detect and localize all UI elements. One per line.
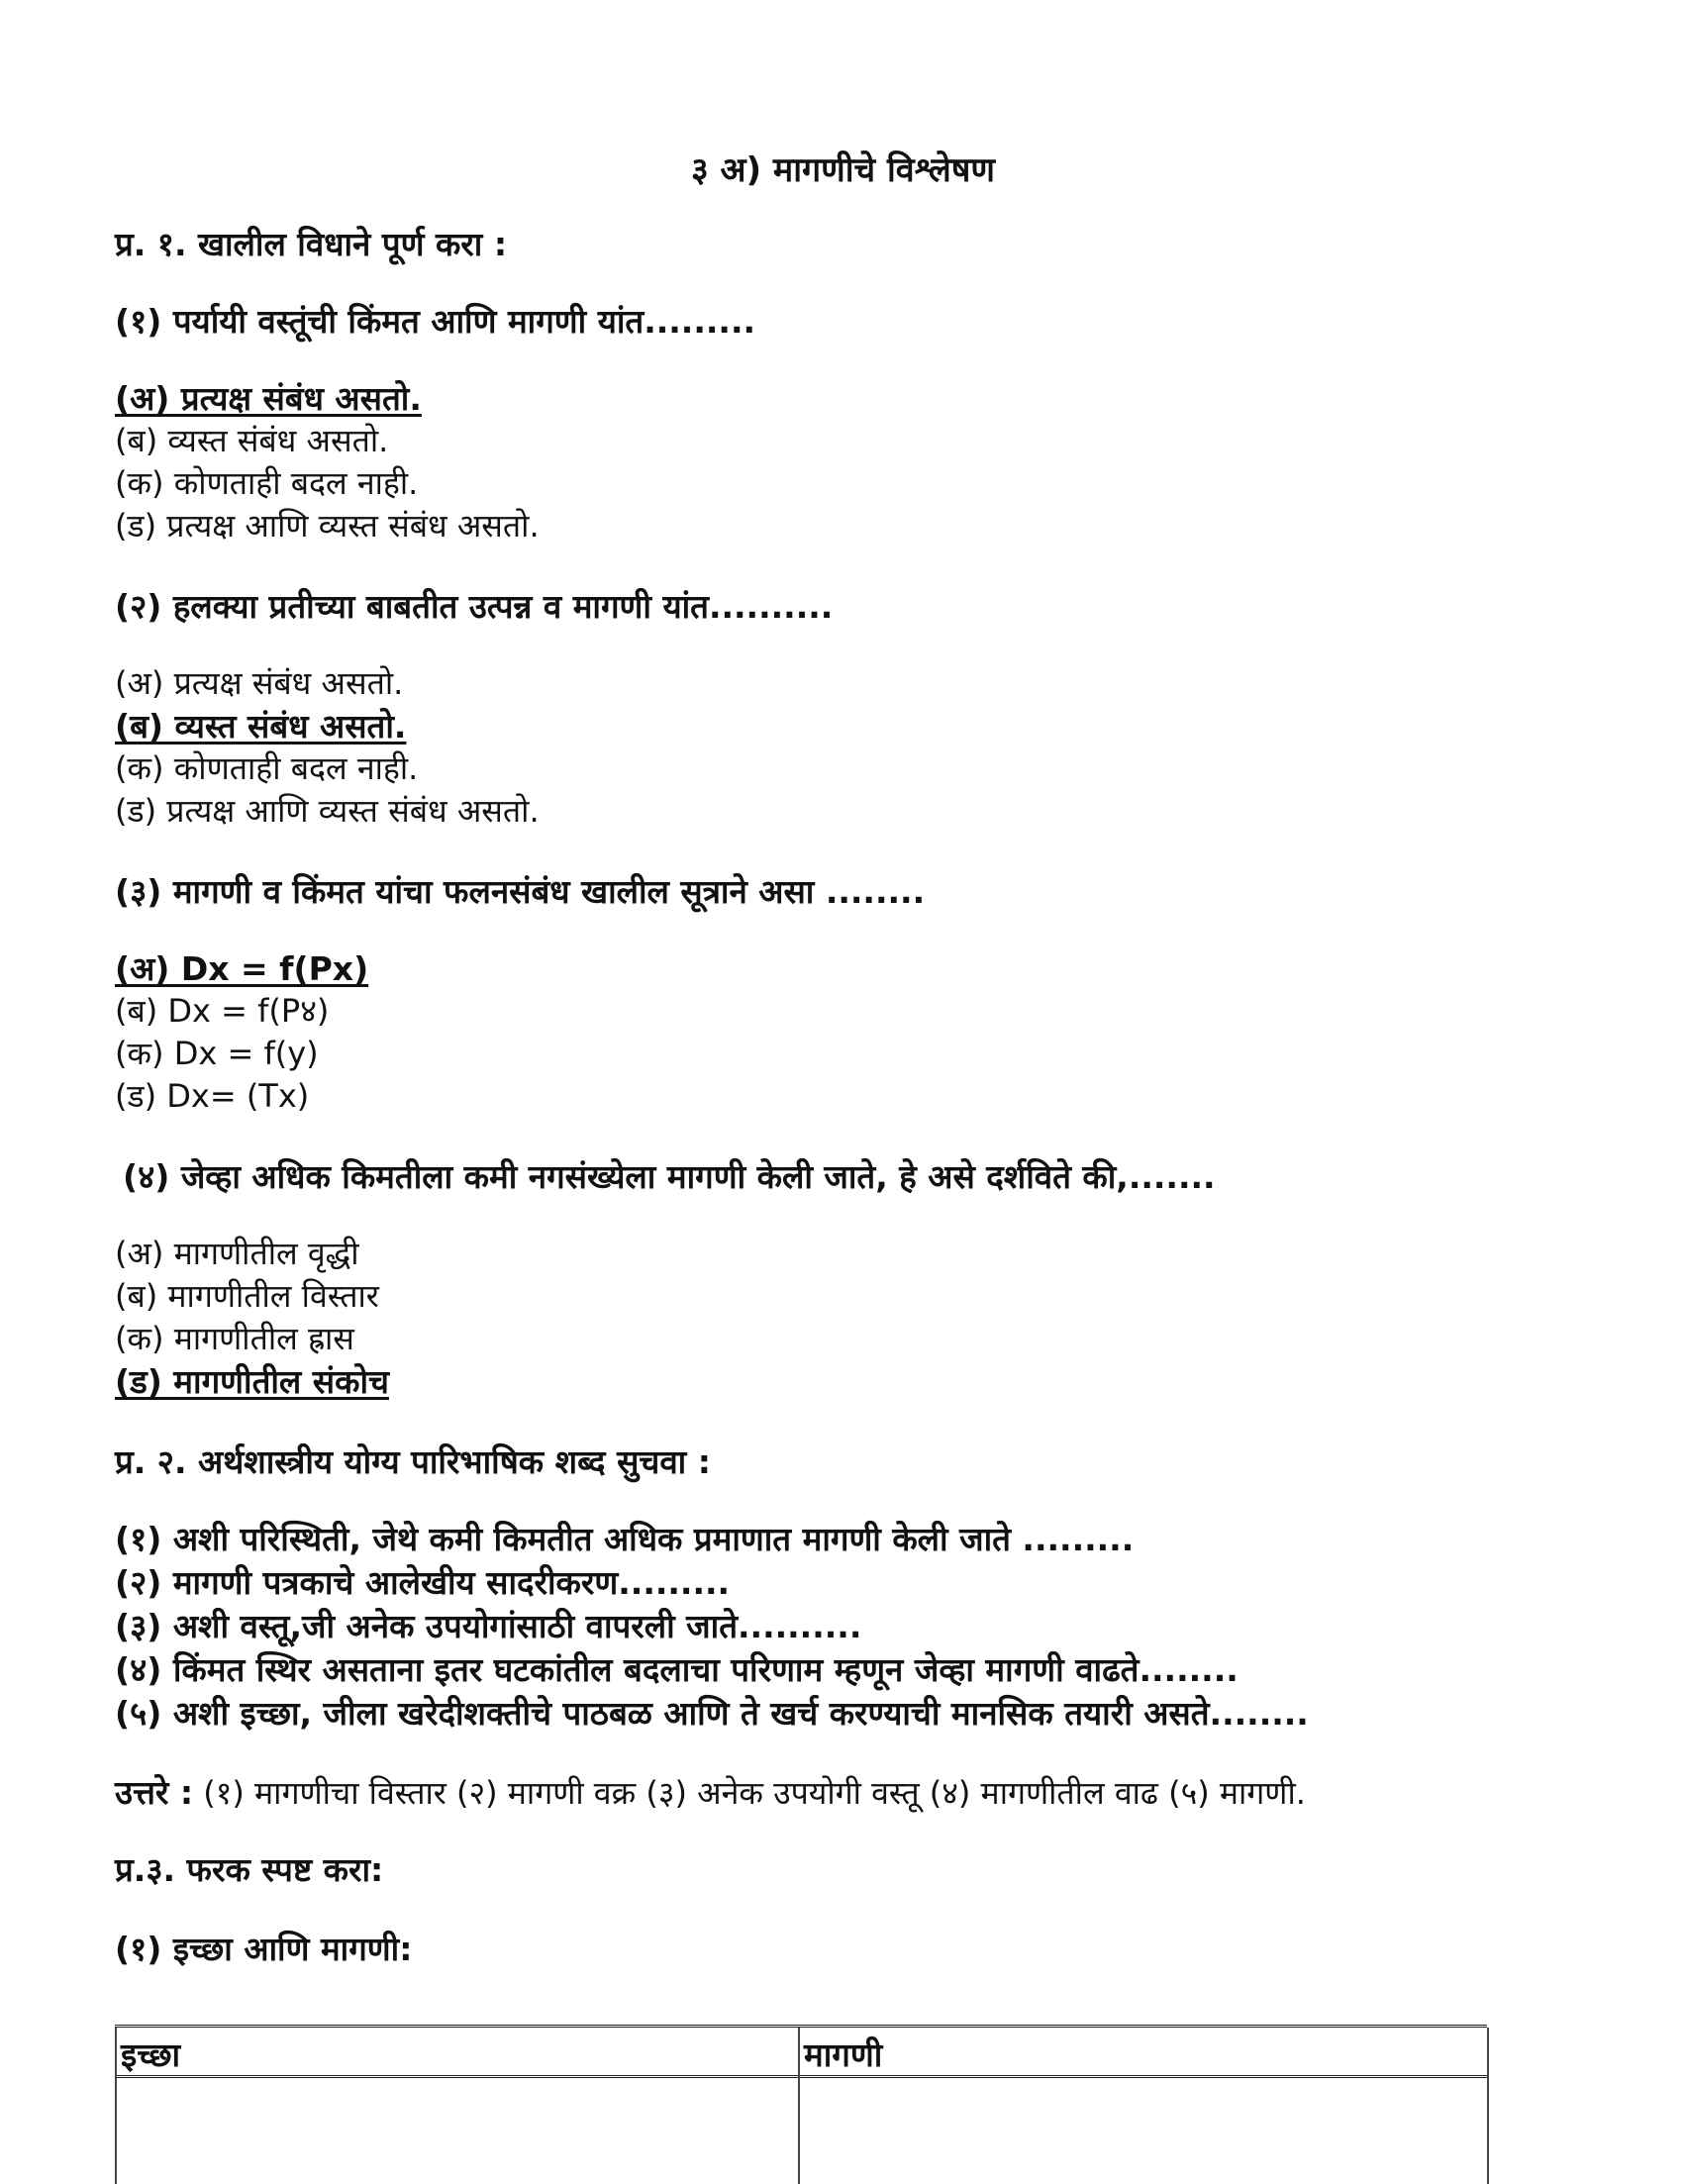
page-title: ३ अ) मागणीचे विश्लेषण	[691, 150, 995, 190]
q2-heading: प्र. २. अर्थशास्त्रीय योग्य पारिभाषिक शब्द सुचवा :	[115, 1442, 711, 1481]
q1-item2-option-a: (अ) प्रत्यक्ष संबंध असतो.	[115, 664, 404, 702]
q1-item4-option-a: (अ) मागणीतील वृद्धी	[115, 1235, 359, 1272]
q2-item2: (२) मागणी पत्रकाचे आलेखीय सादरीकरण.........	[115, 1563, 731, 1602]
q2-item5: (५) अशी इच्छा, जीला खरेदीशक्तीचे पाठबळ आणि ते खर्च करण्याची मानसिक तयारी असते........	[115, 1694, 1309, 1733]
q2-item4: (४) किंमत स्थिर असताना इतर घटकांतील बदलाचा परिणाम म्हणून जेव्हा मागणी वाढते........	[115, 1650, 1239, 1689]
q2-item3: (३) अशी वस्तू,जी अनेक उपयोगांसाठी वापरली जाते..........	[115, 1607, 862, 1645]
q1-item4-option-d-answer: (ड) मागणीतील संकोच	[115, 1362, 389, 1401]
q1-item1-option-c: (क) कोणताही बदल नाही.	[115, 464, 419, 502]
q3-heading: प्र.३. फरक स्पष्ट करा:	[115, 1850, 384, 1889]
table-header-desire: इच्छा	[121, 2035, 181, 2074]
q1-item2-option-c: (क) कोणताही बदल नाही.	[115, 749, 419, 787]
q3-sub-heading: (१) इच्छा आणि मागणी:	[115, 1930, 413, 1968]
table-header-demand: मागणी	[804, 2035, 883, 2074]
q1-item2-option-b-answer: (ब) व्यस्त संबंध असतो.	[115, 707, 407, 745]
q1-item3-question: (३) मागणी व किंमत यांचा फलनसंबंध खालील सूत्राने असा ........	[115, 872, 926, 911]
q1-item1-question: (१) पर्यायी वस्तूंची किंमत आणि मागणी यांत.........	[115, 302, 756, 341]
table-column-demand	[798, 2028, 1489, 2184]
q1-heading: प्र. १. खालील विधाने पूर्ण करा :	[115, 225, 508, 263]
q2-answers-label: उत्तरे :	[115, 1773, 194, 1812]
q1-item3-option-c: (क) Dx = f(y)	[115, 1035, 319, 1072]
q1-item2-question: (२) हलक्या प्रतीच्या बाबतीत उत्पन्न व मागणी यांत..........	[115, 587, 834, 626]
table-column-desire	[115, 2028, 800, 2184]
q1-item4-option-b: (ब) मागणीतील विस्तार	[115, 1277, 379, 1315]
q1-item3-option-a-answer: (अ) Dx = f(Px)	[115, 949, 369, 988]
q1-item1-option-b: (ब) व्यस्त संबंध असतो.	[115, 422, 389, 459]
q1-item3-option-b: (ब) Dx = f(P४)	[115, 992, 330, 1030]
q1-item4-question: (४) जेव्हा अधिक किमतीला कमी नगसंख्येला मागणी केली जाते, हे असे दर्शविते की,.......	[123, 1157, 1216, 1196]
q2-item1: (१) अशी परिस्थिती, जेथे कमी किमतीत अधिक प्रमाणात मागणी केली जाते .........	[115, 1520, 1135, 1558]
comparison-table	[115, 2025, 1487, 2184]
q2-answers-text: (१) मागणीचा विस्तार (२) मागणी वक्र (३) अनेक उपयोगी वस्तू (४) मागणीतील वाढ (५) मागणी.	[193, 1774, 1306, 1812]
q2-answers	[115, 1774, 1306, 1812]
q1-item1-option-a-answer: (अ) प्रत्यक्ष संबंध असतो.	[115, 379, 422, 418]
q1-item1-option-d: (ड) प्रत्यक्ष आणि व्यस्त संबंध असतो.	[115, 507, 540, 545]
q1-item3-option-d: (ड) Dx= (Tx)	[115, 1077, 310, 1115]
q1-item4-option-c: (क) मागणीतील ह्रास	[115, 1320, 354, 1357]
q1-item2-option-d: (ड) प्रत्यक्ष आणि व्यस्त संबंध असतो.	[115, 792, 540, 830]
